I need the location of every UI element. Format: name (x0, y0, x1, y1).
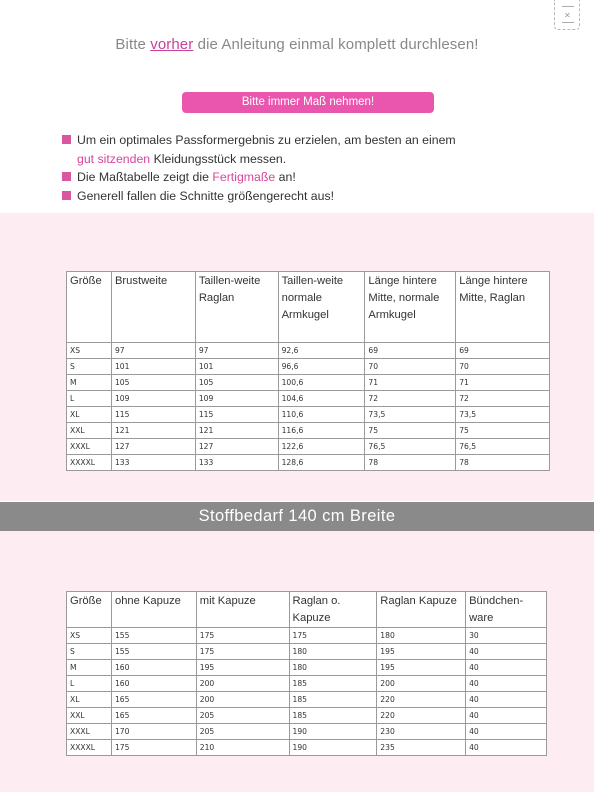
headline-suffix: die Anleitung einmal komplett durchlesen! (197, 36, 479, 53)
table-cell: 155 (111, 644, 196, 660)
table-cell: 40 (466, 740, 547, 756)
table-cell: 105 (111, 375, 195, 391)
fabric-requirement-table (66, 591, 547, 756)
table-cell: XXXXL (67, 740, 112, 756)
table-cell: 160 (111, 676, 196, 692)
table-cell: 75 (456, 423, 550, 439)
table-cell: 127 (111, 439, 195, 455)
square-bullet-icon (62, 135, 71, 144)
column-header: Größe (67, 592, 112, 628)
table-row (67, 439, 550, 455)
table-cell: 195 (196, 660, 289, 676)
table-cell: 78 (365, 455, 456, 471)
table-cell: 40 (466, 708, 547, 724)
table-cell: L (67, 676, 112, 692)
table-cell: 97 (195, 343, 278, 359)
table-cell: 96,6 (278, 359, 365, 375)
table-row (67, 375, 550, 391)
table-cell: M (67, 375, 112, 391)
table-cell: 180 (289, 660, 377, 676)
table-cell: 40 (466, 724, 547, 740)
table-row (67, 455, 550, 471)
table-cell: XXXL (67, 439, 112, 455)
table-cell: 190 (289, 740, 377, 756)
table-cell: M (67, 660, 112, 676)
table-cell: 110,6 (278, 407, 365, 423)
notes-list (60, 131, 560, 205)
table-cell: XL (67, 692, 112, 708)
table-cell: 195 (377, 660, 466, 676)
table-cell: 71 (365, 375, 456, 391)
table-cell: 127 (195, 439, 278, 455)
table-cell: 200 (196, 692, 289, 708)
table-row (67, 644, 547, 660)
table-cell: 175 (196, 628, 289, 644)
table-cell: 195 (377, 644, 466, 660)
table-row (67, 708, 547, 724)
table-cell: 40 (466, 644, 547, 660)
table-cell: S (67, 644, 112, 660)
table-cell: 133 (195, 455, 278, 471)
table-cell: 185 (289, 708, 377, 724)
note-text: Kleidungsstück messen. (153, 151, 287, 166)
table-cell: 175 (289, 628, 377, 644)
table-cell: 205 (196, 724, 289, 740)
table-cell: 230 (377, 724, 466, 740)
table-row (67, 692, 547, 708)
table-header-row (67, 592, 547, 628)
table-row (67, 391, 550, 407)
table-header-row (67, 272, 550, 343)
table-cell: XXL (67, 423, 112, 439)
table-cell: 76,5 (456, 439, 550, 455)
table-cell: 71 (456, 375, 550, 391)
table-cell: 200 (196, 676, 289, 692)
note-text: Die Maßtabelle zeigt die (77, 170, 209, 184)
table-cell: 116,6 (278, 423, 365, 439)
table-cell: 170 (111, 724, 196, 740)
table-cell: 109 (111, 391, 195, 407)
table-cell: 128,6 (278, 455, 365, 471)
column-header: Länge hintere Mitte, normale Armkugel (365, 272, 456, 343)
table-cell: 200 (377, 676, 466, 692)
table-row (67, 343, 550, 359)
table-cell: XXL (67, 708, 112, 724)
table-cell: XS (67, 343, 112, 359)
column-header: Taillen-weite normale Armkugel (278, 272, 365, 343)
column-header: Länge hintere Mitte, Raglan (456, 272, 550, 343)
table-cell: 180 (289, 644, 377, 660)
table-row (67, 724, 547, 740)
measure-banner: Bitte immer Maß nehmen! (182, 92, 434, 113)
column-header: mit Kapuze (196, 592, 289, 628)
table-cell: 235 (377, 740, 466, 756)
table-row (67, 359, 550, 375)
table-cell: S (67, 359, 112, 375)
table-cell: 70 (456, 359, 550, 375)
table-cell: 121 (111, 423, 195, 439)
note-text: Um ein optimales Passformergebnis zu erzielen, am besten an einem (77, 133, 456, 147)
table-cell: 220 (377, 692, 466, 708)
table-cell: 73,5 (456, 407, 550, 423)
table-cell: 220 (377, 708, 466, 724)
table-cell: 92,6 (278, 343, 365, 359)
table-cell: 205 (196, 708, 289, 724)
table-cell: 190 (289, 724, 377, 740)
table-cell: 97 (111, 343, 195, 359)
table-cell: 121 (195, 423, 278, 439)
fabric-section-title: Stoffbedarf 140 cm Breite (0, 502, 594, 531)
table-cell: 101 (195, 359, 278, 375)
note-text: an! (278, 170, 296, 184)
table-cell: 40 (466, 692, 547, 708)
table-cell: 40 (466, 660, 547, 676)
table-cell: 165 (111, 708, 196, 724)
table-cell: 76,5 (365, 439, 456, 455)
table-row (67, 407, 550, 423)
table-row (67, 628, 547, 644)
table-cell: 105 (195, 375, 278, 391)
table-cell: 72 (456, 391, 550, 407)
table-row (67, 660, 547, 676)
document-icon: ✕ (554, 0, 580, 30)
table-cell: 70 (365, 359, 456, 375)
table-cell: L (67, 391, 112, 407)
table-cell: 160 (111, 660, 196, 676)
table-cell: 115 (195, 407, 278, 423)
table-cell: 101 (111, 359, 195, 375)
table-cell: 165 (111, 692, 196, 708)
table-cell: 185 (289, 676, 377, 692)
note-item (60, 131, 560, 168)
column-header: Raglan Kapuze (377, 592, 466, 628)
table-cell: 115 (111, 407, 195, 423)
table-cell: 210 (196, 740, 289, 756)
table-cell: 133 (111, 455, 195, 471)
column-header: Taillen-weite Raglan (195, 272, 278, 343)
table-cell: 40 (466, 676, 547, 692)
column-header: ohne Kapuze (111, 592, 196, 628)
table-cell: 185 (289, 692, 377, 708)
column-header: Bündchen-ware (466, 592, 547, 628)
table-cell: 122,6 (278, 439, 365, 455)
column-header: Brustweite (111, 272, 195, 343)
note-item (60, 168, 560, 187)
instruction-headline (0, 36, 594, 53)
table-cell: 75 (365, 423, 456, 439)
table-cell: 180 (377, 628, 466, 644)
size-chart-table (66, 271, 550, 471)
table-cell: XL (67, 407, 112, 423)
note-item (60, 187, 560, 206)
square-bullet-icon (62, 172, 71, 181)
note-highlight: Fertigmaße (212, 170, 276, 184)
table-cell: 109 (195, 391, 278, 407)
table-cell: 72 (365, 391, 456, 407)
table-cell: 30 (466, 628, 547, 644)
headline-accent: vorher (150, 36, 194, 53)
table-cell: 69 (365, 343, 456, 359)
table-cell: 78 (456, 455, 550, 471)
table-cell: 175 (111, 740, 196, 756)
table-cell: XXXXL (67, 455, 112, 471)
column-header: Raglan o. Kapuze (289, 592, 377, 628)
table-row (67, 423, 550, 439)
square-bullet-icon (62, 191, 71, 200)
column-header: Größe (67, 272, 112, 343)
table-cell: 100,6 (278, 375, 365, 391)
table-row (67, 676, 547, 692)
table-body (67, 628, 547, 756)
table-body (67, 343, 550, 471)
headline-prefix: Bitte (115, 36, 146, 53)
table-cell: 73,5 (365, 407, 456, 423)
table-cell: 69 (456, 343, 550, 359)
table-row (67, 740, 547, 756)
table-cell: 155 (111, 628, 196, 644)
note-highlight: gut sitzenden (77, 151, 151, 166)
note-text: Generell fallen die Schnitte größengerecht aus! (77, 188, 335, 203)
table-cell: XXXL (67, 724, 112, 740)
table-cell: 104,6 (278, 391, 365, 407)
table-cell: XS (67, 628, 112, 644)
table-cell: 175 (196, 644, 289, 660)
